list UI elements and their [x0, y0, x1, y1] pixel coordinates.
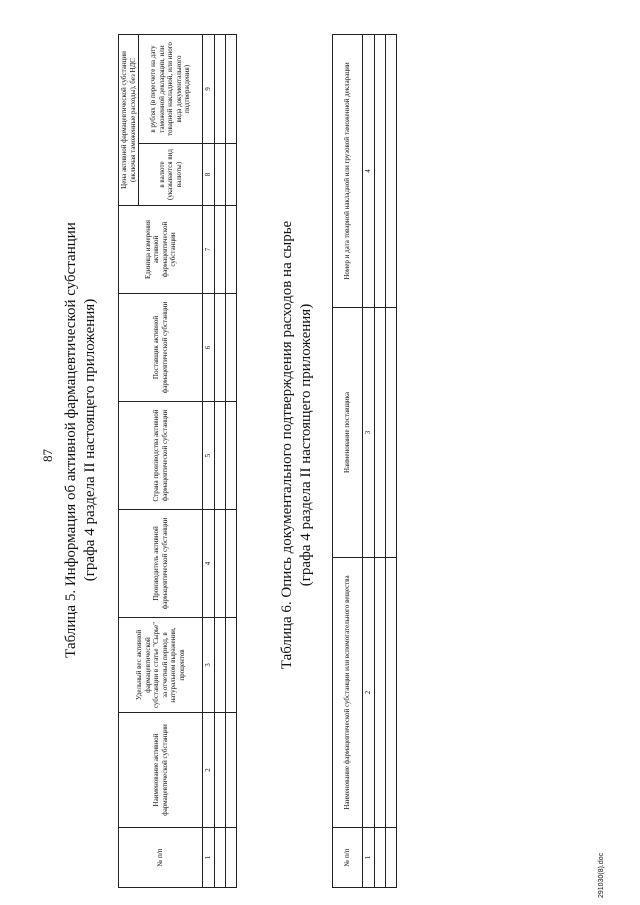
- t6-blank-row: [385, 35, 396, 888]
- t5-cell: [225, 35, 236, 144]
- t5-number-row: [203, 35, 215, 888]
- t5-num-6: 6: [203, 294, 215, 402]
- t6-header-substance-name: Наименование фармацевтической субстанции или вспомогательного вещества: [333, 558, 363, 828]
- table6-caption-line2: (графа 4 раздела II настоящего приложения): [298, 303, 314, 587]
- t5-blank-row: [214, 35, 225, 888]
- t5-cell: [214, 828, 225, 888]
- t5-num-4: 4: [203, 510, 215, 618]
- t6-num-2: 2: [363, 558, 375, 828]
- t5-cell: [214, 402, 225, 510]
- t6-cell: [385, 828, 396, 888]
- t5-num-2: 2: [203, 713, 215, 828]
- page-number: 87: [40, 449, 55, 462]
- t5-header-price-rub: в рублях (в пересчете на дату таможенной декларации, или товарной накладной, или иного вида документального подтверждения): [139, 35, 203, 144]
- t5-header-price-currency: в валюте (указывается вид валюты): [139, 144, 203, 206]
- t5-header-supplier: Поставщик активной фармацевтической субстанции: [119, 294, 203, 402]
- t5-cell: [214, 510, 225, 618]
- table6: [332, 34, 397, 888]
- t5-cell: [225, 294, 236, 402]
- t6-cell: [374, 558, 385, 828]
- t6-cell: [385, 35, 396, 308]
- t5-cell: [214, 618, 225, 713]
- t6-header-supplier: Наименование поставщика: [333, 308, 363, 558]
- t5-num-7: 7: [203, 206, 215, 294]
- t5-cell: [225, 144, 236, 206]
- t5-num-5: 5: [203, 402, 215, 510]
- table5-caption-line2: (графа 4 раздела II настоящего приложения): [82, 298, 98, 582]
- table5: [118, 34, 237, 888]
- t6-num-3: 3: [363, 308, 375, 558]
- footer-filename: 291030(8).doc: [598, 852, 605, 898]
- t6-num-4: 4: [363, 35, 375, 308]
- t6-cell: [385, 558, 396, 828]
- t5-header-unit: Единица измерения активной фармацевтической субстанции: [119, 206, 203, 294]
- t5-header-num: № п/п: [119, 828, 203, 888]
- t5-cell: [214, 144, 225, 206]
- t5-cell: [225, 713, 236, 828]
- t6-cell: [374, 828, 385, 888]
- t5-header-country: Страна производства активной фармацевтической субстанции: [119, 402, 203, 510]
- t6-header-num: № п/п: [333, 828, 363, 888]
- t5-cell: [225, 206, 236, 294]
- t5-cell: [214, 35, 225, 144]
- t5-cell: [225, 510, 236, 618]
- t5-cell: [225, 618, 236, 713]
- t6-number-row: [363, 35, 375, 888]
- t5-cell: [214, 713, 225, 828]
- t5-num-3: 3: [203, 618, 215, 713]
- t5-blank-row: [225, 35, 236, 888]
- t5-num-9: 9: [203, 35, 215, 144]
- t6-num-1: 1: [363, 828, 375, 888]
- t6-blank-row: [374, 35, 385, 888]
- t5-cell: [225, 402, 236, 510]
- table6-caption: [278, 205, 316, 685]
- t6-cell: [374, 308, 385, 558]
- t5-cell: [225, 828, 236, 888]
- t5-header-substance-name: Наименование активной фармацевтической субстанции: [119, 713, 203, 828]
- t5-header-price-group: Цена активной фармацевтической субстанции (включая таможенные расходы), без НДС: [119, 35, 139, 206]
- t5-header-manufacturer: Производитель активной фармацевтической субстанции: [119, 510, 203, 618]
- t5-num-8: 8: [203, 144, 215, 206]
- t6-cell: [385, 308, 396, 558]
- t6-header-document: Номер и дата товарной накладной или грузовой таможенной декларации: [333, 35, 363, 308]
- t6-cell: [374, 35, 385, 308]
- table6-caption-line1: Таблица 6. Опись документального подтверждения расходов на сырье: [279, 220, 295, 670]
- table5-caption: [62, 200, 100, 680]
- table5-caption-line1: Таблица 5. Информация об активной фармацевтической субстанции: [63, 222, 79, 658]
- t5-header-share: Удельный вес активной фармацевтической субстанции в статье "Сырье" за отчетный период, в натуральном выражении, процентов: [119, 618, 203, 713]
- t5-cell: [214, 206, 225, 294]
- t5-num-1: 1: [203, 828, 215, 888]
- t5-cell: [214, 294, 225, 402]
